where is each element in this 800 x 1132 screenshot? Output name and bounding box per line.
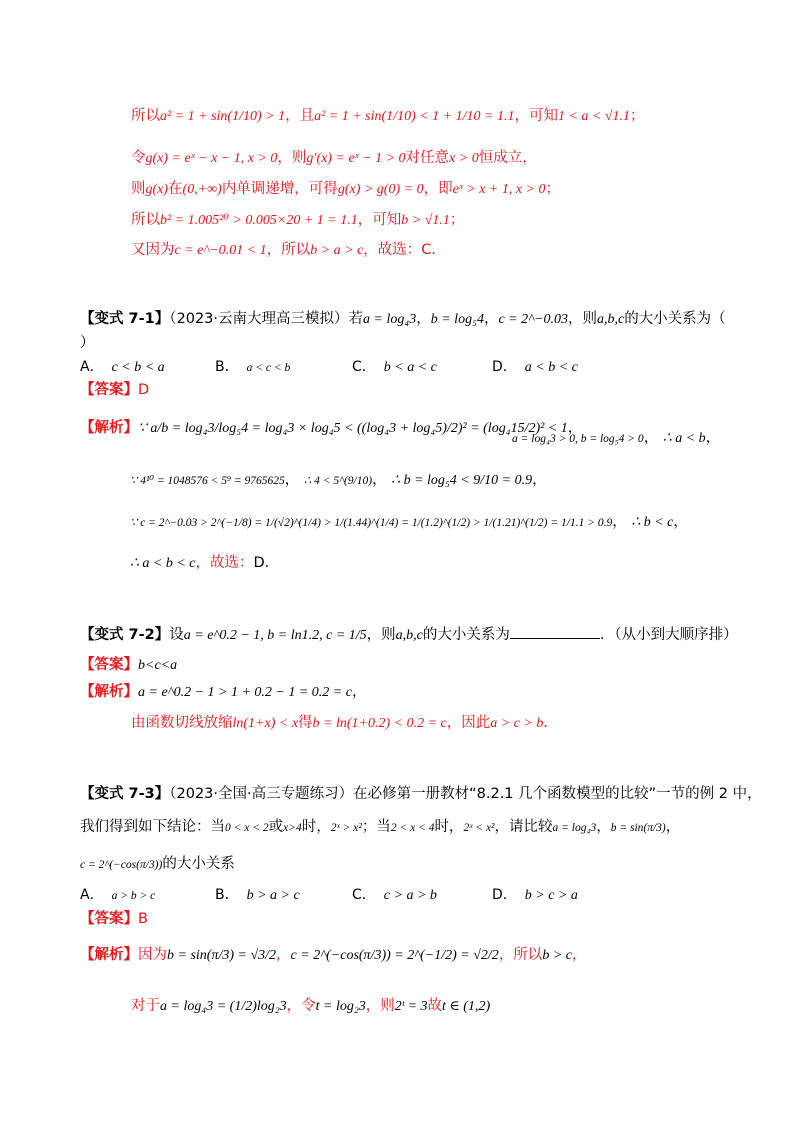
math-expr: t = log₂3 bbox=[315, 999, 366, 1014]
analysis-7-1-line-1: 【解析】∵ a/b = log₄3/log₅4 = log₄3 × log₄5 < ((log₄3 + log₄5)/2)² = (log₄15/2)² < 1， bbox=[80, 420, 583, 436]
math-expr: g(x) bbox=[145, 182, 169, 197]
math-expr: (0,+∞) bbox=[182, 182, 222, 197]
math-expr: ∵ a/b = log₄3/log₅4 = log₄3 × log₄5 < ((log₄3 + log₄5)/2)² = (log₄15/2)² < 1 bbox=[138, 421, 568, 436]
math-expr: b > c bbox=[542, 948, 572, 963]
option-d: D． a < b < c bbox=[492, 359, 578, 375]
math-expr: eˣ > x + 1, x > 0 bbox=[452, 182, 546, 197]
question-7-3-stem-line-1: 【变式 7-3】（2023·全国·高三专题练习）在必修第一册教材“8.2.1 几个函数模型的比较”一节的例 2 中， bbox=[80, 786, 762, 802]
math-expr: b > a > c bbox=[310, 243, 364, 258]
math-expr: ∴ a < b < c bbox=[130, 556, 196, 571]
math-expr: 1 < a < √1.1 bbox=[557, 109, 631, 124]
math-expr: a,b,c bbox=[596, 312, 625, 327]
math-expr: a,b,c bbox=[395, 628, 423, 643]
math-expr: b = sin(π/3) bbox=[610, 822, 666, 834]
math-expr: a = log₄3 > 0, b = log₅4 > 0 bbox=[512, 433, 644, 445]
solution-line-2: 令g(x) = eˣ − x − 1, x > 0，则g′(x) = eˣ − 1 > 0对任意x > 0恒成立， bbox=[131, 150, 537, 166]
question-tag: 【变式 7-3】 bbox=[80, 786, 170, 802]
math-expr: b = log₅4 bbox=[430, 312, 484, 327]
math-expr: a = e^0.2 − 1 > 1 + 0.2 − 1 = 0.2 = c bbox=[138, 685, 352, 700]
math-expr: ∴ b < c bbox=[631, 515, 674, 530]
answer-blank bbox=[510, 624, 600, 639]
option-b: B． a < c < b bbox=[215, 359, 291, 375]
solution-line-5: 又因为c = e^−0.01 < 1，所以b > a > c，故选：C． bbox=[131, 242, 446, 258]
analysis-7-3-line-2: 对于a = log₄3 = (1/2)log₂3，令t = log₂3，则2ᵗ = 3故t ∈ (1,2) bbox=[131, 998, 491, 1014]
option-d: D． b > c > a bbox=[492, 887, 578, 903]
math-expr: x > 0 bbox=[449, 151, 479, 166]
analysis-7-1-line-2: ∵ 4¹⁰ = 1048576 < 5⁹ = 9765625， ∴ 4 < 5^(9/10)， ∴ b = log₅4 < 9/10 = 0.9， bbox=[130, 472, 547, 488]
math-expr: b² = 1.005²⁰ > 0.005×20 + 1 = 1.1 bbox=[160, 213, 358, 228]
math-expr: ∵ c = 2^−0.03 > 2^(−1/8) = 1/(√2)^(1/4) > 1/(1.44)^(1/4) = 1/(1.2)^(1/2) > 1/(1.21)^(1/2) = 1/1.1 > 0.9 bbox=[130, 517, 613, 529]
math-expr: b > √1.1 bbox=[401, 213, 450, 228]
answer-tag: 【答案】 bbox=[80, 657, 138, 673]
solution-line-1: 所以a² = 1 + sin(1/10) > 1，且a² = 1 + sin(1/10) < 1 + 1/10 = 1.1，可知1 < a < √1.1； bbox=[131, 108, 645, 124]
math-expr: a > c > b bbox=[490, 716, 544, 731]
analysis-7-1-line-3: ∵ c = 2^−0.03 > 2^(−1/8) = 1/(√2)^(1/4) > 1/(1.44)^(1/4) = 1/(1.2)^(1/2) > 1/(1.21)^(1/2) = 1/1.1 > 0.9， ∴ b < c， bbox=[130, 514, 688, 530]
math-expr: t ∈ (1,2) bbox=[442, 999, 491, 1014]
math-expr: 2 < x < 4 bbox=[390, 822, 435, 834]
math-expr: g(x) > g(0) = 0 bbox=[337, 182, 424, 197]
math-expr: g′(x) = eˣ − 1 > 0 bbox=[306, 151, 406, 166]
analysis-7-3-line-1: 【解析】因为b = sin(π/3) = √3/2，c = 2^(−cos(π/3)) = 2^(−1/2) = √2/2，所以b > c， bbox=[80, 947, 587, 963]
answer-7-1 bbox=[80, 380, 149, 400]
analysis-7-1-line-1b: a = log₄3 > 0, b = log₅4 > 0， ∴ a < b， bbox=[512, 430, 721, 446]
option-c: C． b < a < c bbox=[352, 359, 437, 375]
question-tag: 【变式 7-1】 bbox=[80, 311, 170, 327]
solution-line-4: 所以b² = 1.005²⁰ > 0.005×20 + 1 = 1.1，可知b > √1.1； bbox=[131, 212, 465, 228]
question-7-1-close-paren: ） bbox=[80, 335, 95, 351]
math-expr: x>4 bbox=[283, 822, 302, 834]
math-expr: a = log₄3 bbox=[552, 822, 597, 834]
analysis-tag: 【解析】 bbox=[80, 947, 138, 963]
math-expr: c = e^−0.01 < 1 bbox=[174, 243, 267, 258]
question-7-3-stem-line-2: 我们得到如下结论：当0 < x < 2或x>4时，2ˣ > x²；当2 < x < 4时，2ˣ < x²，请比较a = log₄3，b = sin(π/3)， bbox=[80, 819, 681, 835]
math-expr: ∴ a < b bbox=[662, 431, 706, 446]
math-expr: 0 < x < 2 bbox=[225, 822, 269, 834]
answer-7-2 bbox=[80, 655, 177, 676]
answer-tag: 【答案】 bbox=[80, 911, 138, 927]
math-expr: a² = 1 + sin(1/10) < 1 + 1/10 = 1.1 bbox=[314, 109, 515, 124]
question-tag: 【变式 7-2】 bbox=[80, 627, 170, 643]
math-expr: a = e^0.2 − 1, b = ln1.2, c = 1/5 bbox=[183, 628, 367, 643]
math-expr: ∴ 4 < 5^(9/10) bbox=[303, 475, 373, 487]
math-expr: a = log₄3 bbox=[363, 312, 417, 327]
math-expr: 2ᵗ = 3 bbox=[394, 999, 428, 1014]
question-7-2-stem: 【变式 7-2】设a = e^0.2 − 1, b = ln1.2, c = 1/5，则a,b,c的大小关系为 ．（从小到大顺序排） bbox=[80, 624, 738, 646]
analysis-tag: 【解析】 bbox=[80, 684, 138, 700]
analysis-tag: 【解析】 bbox=[80, 420, 138, 436]
math-expr: a² = 1 + sin(1/10) > 1 bbox=[160, 109, 286, 124]
analysis-7-1-line-4: ∴ a < b < c，故选：D． bbox=[130, 555, 280, 571]
answer-7-3 bbox=[80, 909, 148, 929]
option-a: A． a > b > c bbox=[80, 887, 156, 903]
solution-line-3: 则g(x)在(0,+∞)内单调递增，可得g(x) > g(0) = 0，即eˣ > x + 1, x > 0； bbox=[131, 181, 561, 197]
math-expr: b = ln(1+0.2) < 0.2 = c bbox=[312, 716, 447, 731]
math-expr: c = 2^(−cos(π/3)) bbox=[80, 859, 163, 871]
question-7-3-stem-line-3: c = 2^(−cos(π/3))的大小关系 bbox=[80, 856, 235, 872]
answer-value: b<c<a bbox=[138, 658, 178, 673]
analysis-7-2-line-1: 【解析】a = e^0.2 − 1 > 1 + 0.2 − 1 = 0.2 = c， bbox=[80, 684, 367, 700]
analysis-7-2-line-2: 由函数切线放缩ln(1+x) < x得b = ln(1+0.2) < 0.2 = c，因此a > c > b． bbox=[131, 715, 558, 731]
option-c: C． c > a > b bbox=[352, 887, 437, 903]
math-expr: 2ˣ > x² bbox=[330, 822, 362, 834]
option-a: A． c < b < a bbox=[80, 359, 165, 375]
math-expr: ∴ b = log₅4 < 9/10 = 0.9 bbox=[391, 473, 533, 488]
question-7-1-stem: 【变式 7-1】（2023·云南大理高三模拟）若a = log₄3，b = log₅4，c = 2^−0.03，则a,b,c的大小关系为（ bbox=[80, 311, 726, 327]
math-expr: 2ˣ < x² bbox=[463, 822, 495, 834]
answer-value: D bbox=[138, 382, 150, 398]
option-b: B． b > a > c bbox=[215, 887, 300, 903]
math-expr: c = 2^−0.03 bbox=[498, 312, 568, 327]
math-expr: ln(1+x) < x bbox=[232, 716, 299, 731]
math-expr: g(x) = eˣ − x − 1, x > 0 bbox=[145, 151, 278, 166]
math-expr: a = log₄3 = (1/2)log₂3 bbox=[160, 999, 287, 1014]
answer-value: B bbox=[138, 911, 148, 927]
math-expr: ∵ 4¹⁰ = 1048576 < 5⁹ = 9765625 bbox=[130, 475, 285, 487]
answer-tag: 【答案】 bbox=[80, 382, 138, 398]
math-expr: b = sin(π/3) = √3/2 bbox=[167, 948, 277, 963]
math-expr: c = 2^(−cos(π/3)) = 2^(−1/2) = √2/2 bbox=[290, 948, 499, 963]
